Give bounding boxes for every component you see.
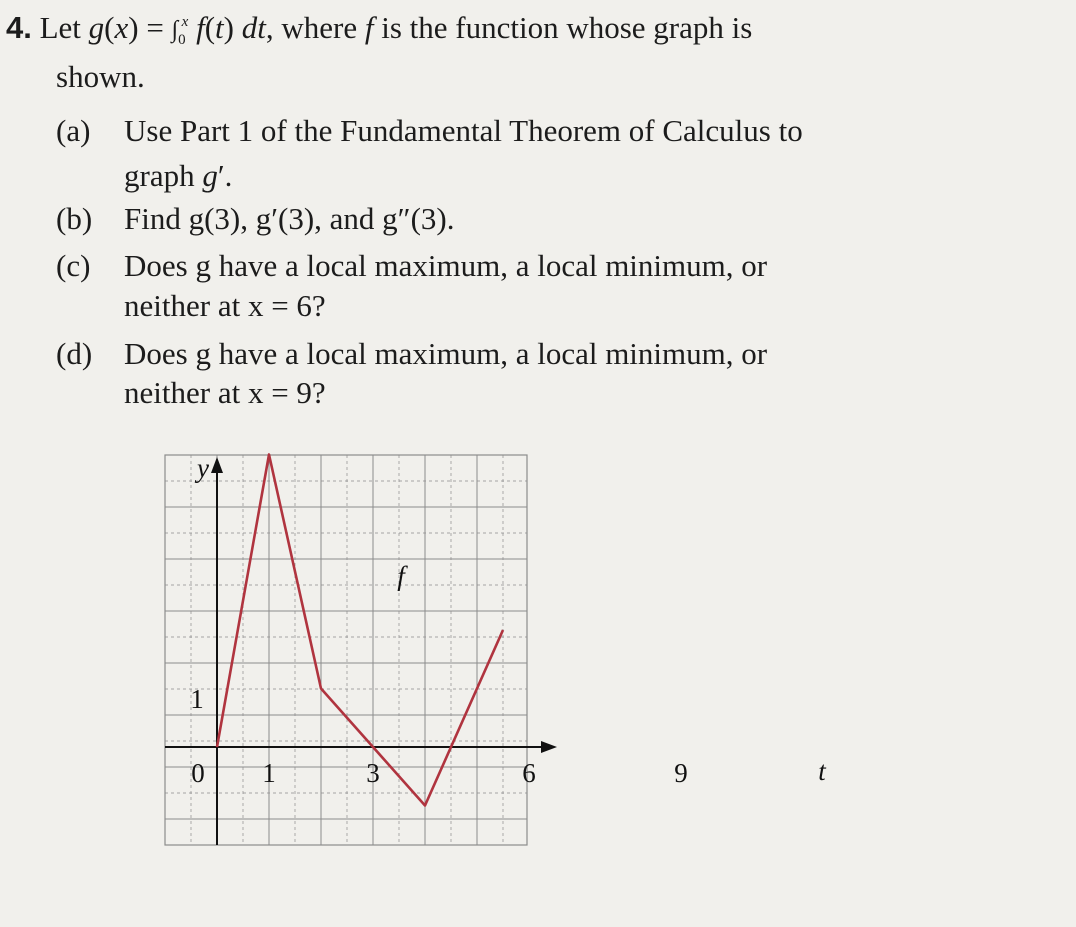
part-b-text: Find g(3), g′(3), and g″(3).: [124, 201, 455, 236]
problem-intro-line1: 4. Let $g(x) = \int_0^x$ f(t) dt, where f is the function whose graph is: [6, 10, 753, 48]
curve-label-f: f: [397, 561, 405, 591]
part-d-line2: neither at x = 9?: [124, 375, 326, 410]
grid-border: [165, 455, 527, 845]
x-tick-label: 9: [674, 758, 688, 788]
t-axis-arrow: [541, 741, 557, 753]
part-b-label: (b): [56, 201, 93, 236]
x-tick-label: 3: [366, 758, 380, 788]
y-axis-label: y: [197, 453, 209, 483]
problem-intro-line2: shown.: [56, 59, 145, 94]
part-c-line1: Does g have a local maximum, a local minimum, or: [124, 248, 768, 283]
integral-sign: ∫: [171, 17, 179, 43]
grid: [165, 455, 527, 845]
part-a-line2: graph g′.: [124, 158, 233, 193]
part-d-label: (d): [56, 336, 93, 371]
y-tick-label: 1: [190, 684, 204, 714]
x-tick-label: 6: [522, 758, 536, 788]
part-a-label: (a): [56, 113, 91, 148]
problem-number: 4.: [6, 10, 32, 45]
part-d-line1: Does g have a local maximum, a local minimum, or: [124, 336, 768, 371]
y-axis-arrow: [211, 457, 223, 473]
tick-labels: [190, 453, 827, 788]
t-axis-label: t: [818, 756, 826, 786]
axes: [165, 457, 557, 845]
x-tick-label: 0: [191, 758, 205, 788]
part-a-line1: Use Part 1 of the Fundamental Theorem of Calculus to: [124, 113, 803, 148]
x-tick-label: 1: [262, 758, 276, 788]
part-c-label: (c): [56, 248, 91, 283]
part-c-line2: neither at x = 6?: [124, 288, 326, 323]
